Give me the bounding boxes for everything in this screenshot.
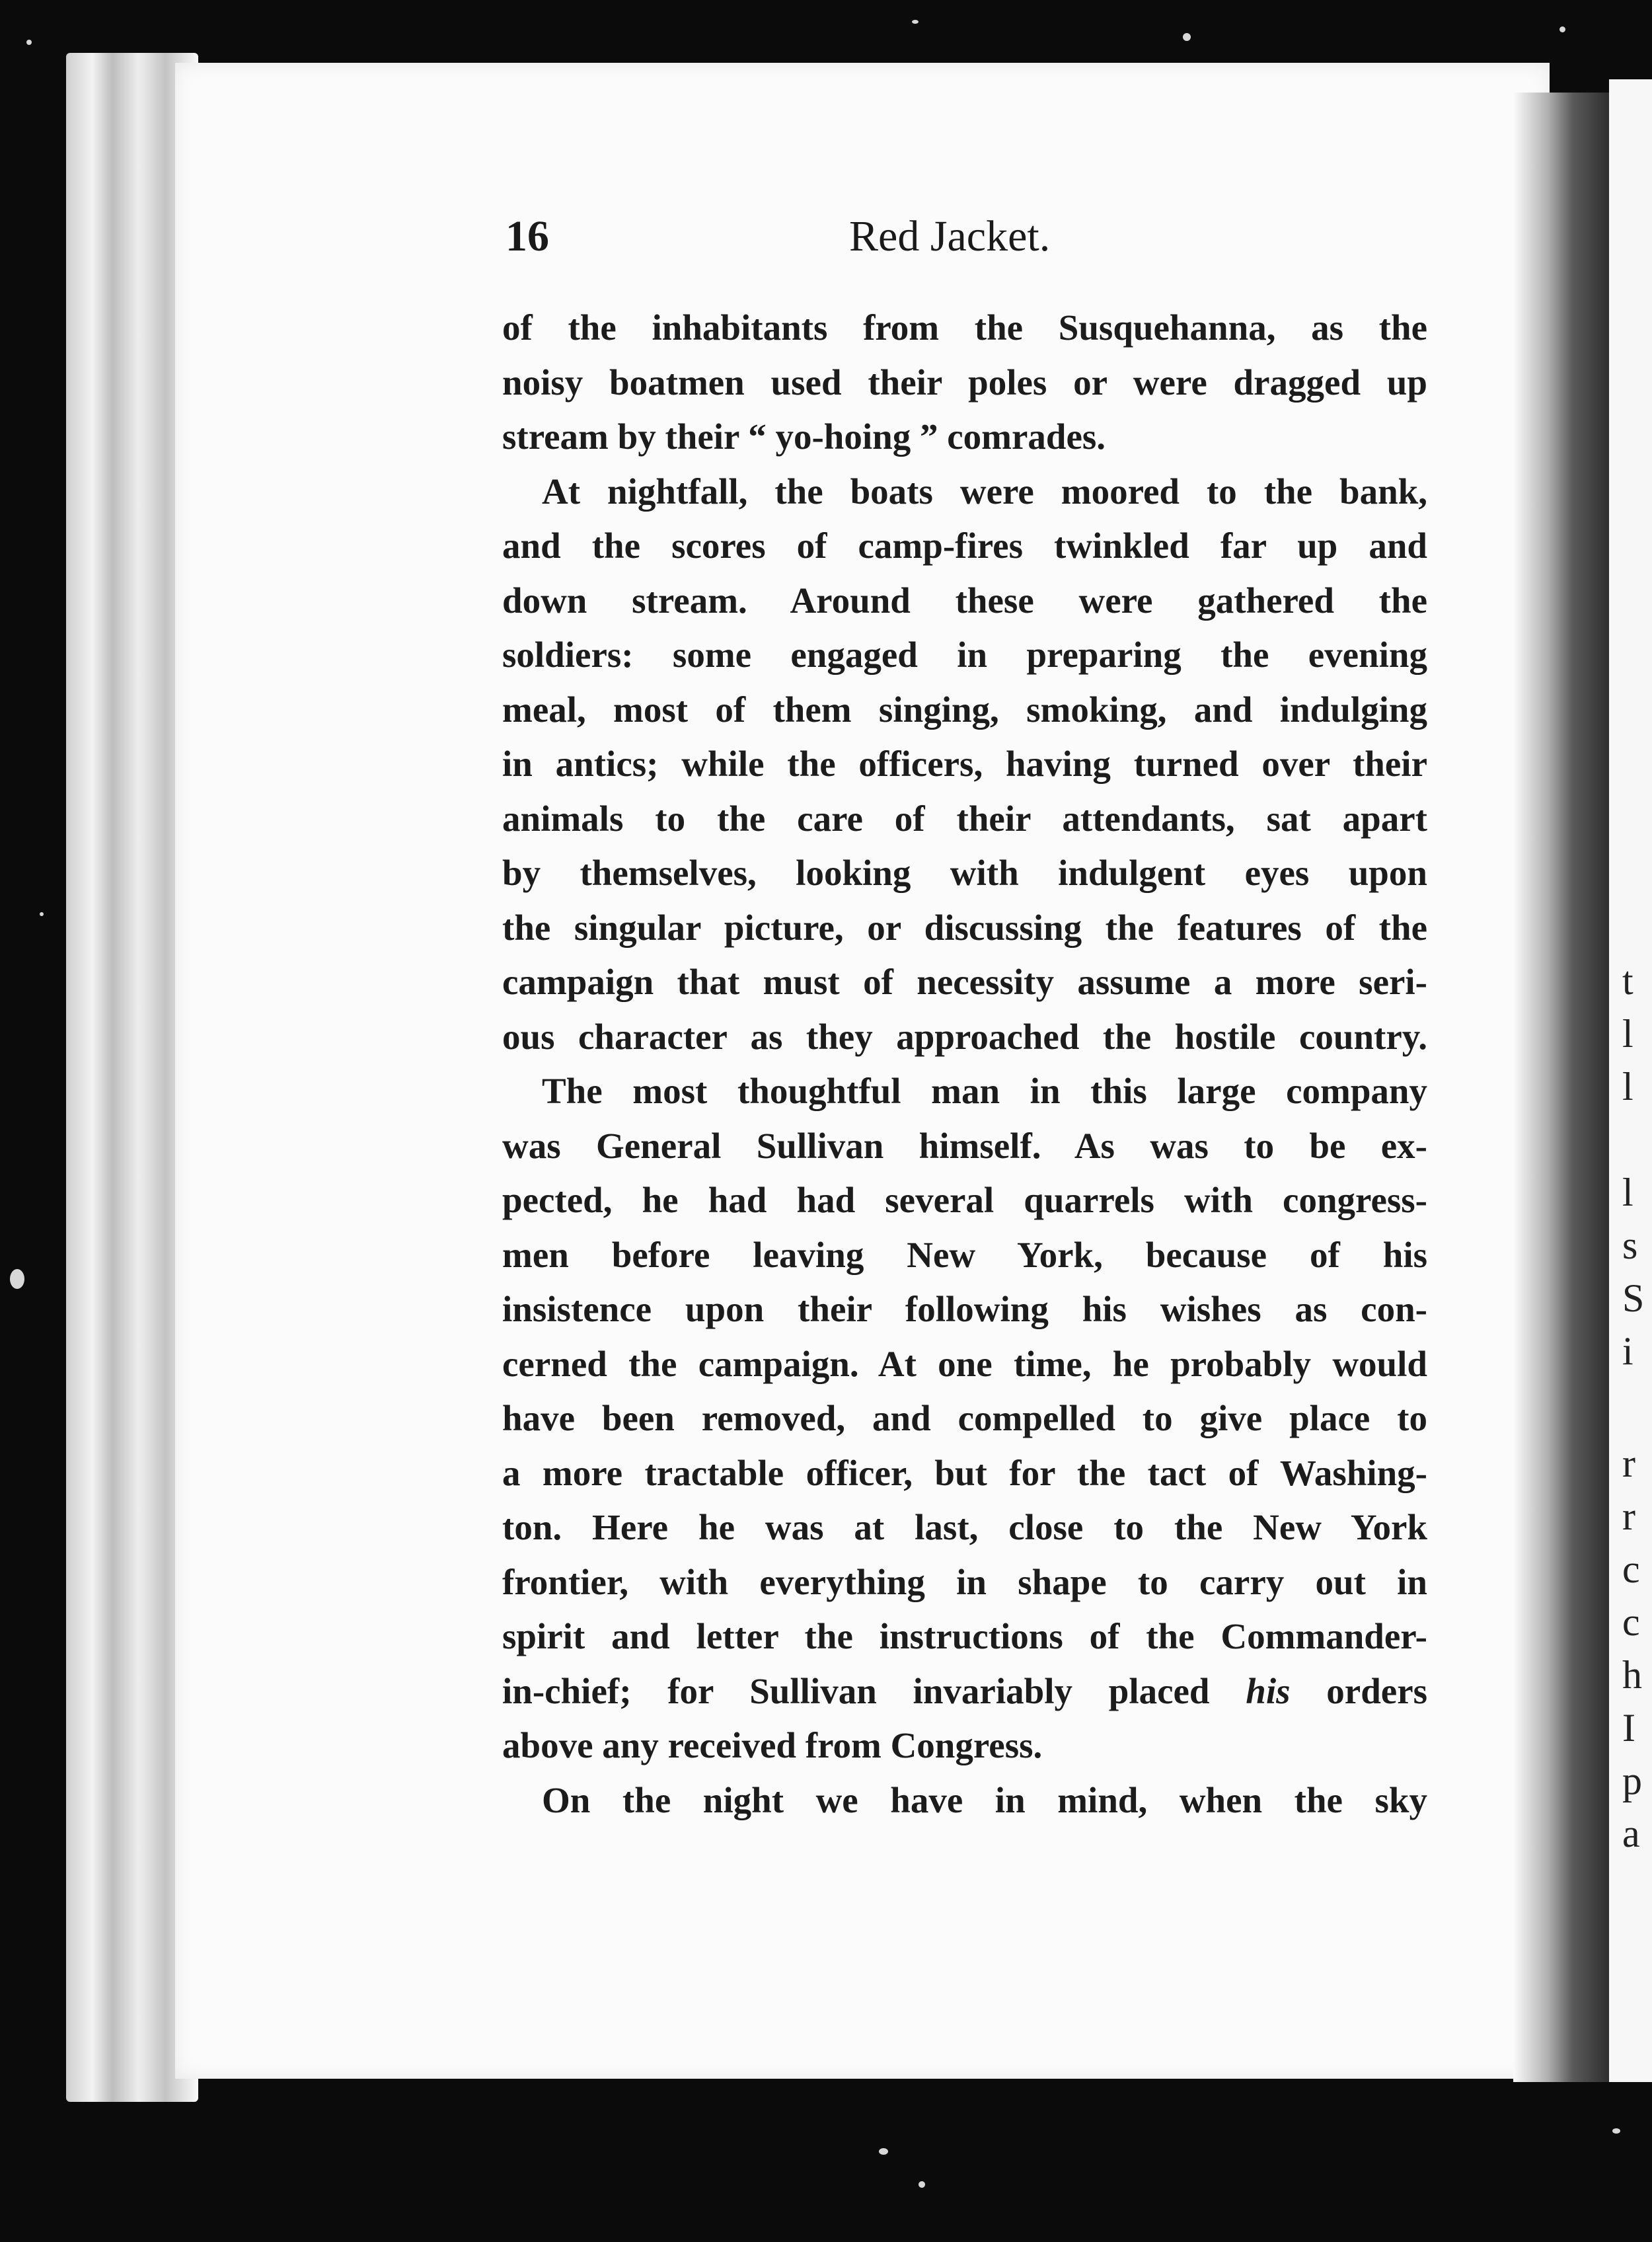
text-fragment: orders <box>1326 1670 1428 1711</box>
text-line: down stream. Around these were gathered the <box>502 580 1427 621</box>
text-line: above any received from Congress. <box>502 1725 1043 1765</box>
facing-page-letter: r <box>1622 1442 1635 1485</box>
text-line: noisy boatmen used their poles or were dragged up <box>502 362 1427 403</box>
facing-page-letter: p <box>1622 1759 1642 1802</box>
text-line: spirit and letter the instructions of the Commander- <box>502 1616 1427 1656</box>
facing-page-letter: I <box>1622 1706 1635 1750</box>
text-line: a more tractable officer, but for the tact of Washing- <box>502 1452 1427 1493</box>
scan-speck <box>10 1269 24 1289</box>
text-line: pected, he had had several quarrels with congress- <box>502 1180 1427 1220</box>
text-line: ous character as they approached the hostile country. <box>502 1016 1427 1057</box>
text-line: On the night we have in mind, when the sky <box>542 1779 1427 1820</box>
text-line: campaign that must of necessity assume a more seri- <box>502 962 1427 1002</box>
text-line: of the inhabitants from the Susquehanna, as the <box>502 307 1427 348</box>
scan-speck <box>26 40 32 45</box>
facing-page-letter: t <box>1622 959 1633 1003</box>
facing-page-letter: r <box>1622 1494 1635 1538</box>
text-line: and the scores of camp-fires twinkled far up and <box>502 525 1427 566</box>
text-fragment: in-chief; for Sullivan invariably placed <box>502 1670 1210 1711</box>
page-number: 16 <box>506 212 549 260</box>
text-line-with-italic <box>502 1664 1427 1719</box>
text-line: meal, most of them singing, smoking, and indulging <box>502 689 1427 730</box>
running-head <box>506 212 1431 278</box>
text-line: the singular picture, or discussing the features of the <box>502 907 1427 948</box>
facing-page-letter: h <box>1622 1653 1642 1697</box>
facing-page-letter: i <box>1622 1329 1633 1373</box>
facing-page-edge <box>1609 79 1652 2082</box>
scan-speck <box>1183 33 1191 41</box>
facing-page-letter: c <box>1622 1600 1640 1644</box>
running-title: Red Jacket. <box>849 212 1051 260</box>
facing-page-letter: c <box>1622 1547 1640 1591</box>
text-line: At nightfall, the boats were moored to the bank, <box>542 471 1427 512</box>
facing-page-letter: l <box>1622 1065 1633 1108</box>
scan-speck <box>40 912 44 916</box>
facing-page-letter: s <box>1622 1223 1638 1267</box>
text-line: soldiers: some engaged in preparing the evening <box>502 635 1427 675</box>
text-line: ton. Here he was at last, close to the New York <box>502 1507 1427 1547</box>
scan-speck <box>912 20 919 24</box>
text-line: stream by their “ yo-hoing ” comrades. <box>502 416 1106 457</box>
italic-emphasis: his <box>1246 1670 1291 1711</box>
scan-speck <box>879 2148 888 2155</box>
text-line: was General Sullivan himself. As was to be ex- <box>502 1125 1427 1166</box>
scan-speck <box>919 2181 925 2188</box>
text-line: insistence upon their following his wishes as con- <box>502 1289 1427 1329</box>
facing-page-letter: l <box>1622 1012 1633 1056</box>
text-line: animals to the care of their attendants, sat apart <box>502 798 1427 839</box>
scan-speck <box>1612 2128 1620 2134</box>
text-line: The most thoughtful man in this large company <box>542 1071 1427 1111</box>
facing-page-letter: S <box>1622 1276 1645 1320</box>
scan-speck <box>1559 26 1565 32</box>
text-line: in antics; while the officers, having turned over their <box>502 744 1427 784</box>
text-line: frontier, with everything in shape to carry out in <box>502 1561 1427 1602</box>
body-text <box>502 301 1427 1828</box>
book-gutter <box>1513 93 1612 2082</box>
facing-page-letter: l <box>1622 1171 1633 1214</box>
text-line: have been removed, and compelled to give place to <box>502 1398 1427 1438</box>
text-line: men before leaving New York, because of his <box>502 1234 1427 1275</box>
text-line: by themselves, looking with indulgent eyes upon <box>502 853 1427 893</box>
text-line: cerned the campaign. At one time, he probably would <box>502 1343 1427 1384</box>
facing-page-letter: a <box>1622 1812 1640 1855</box>
